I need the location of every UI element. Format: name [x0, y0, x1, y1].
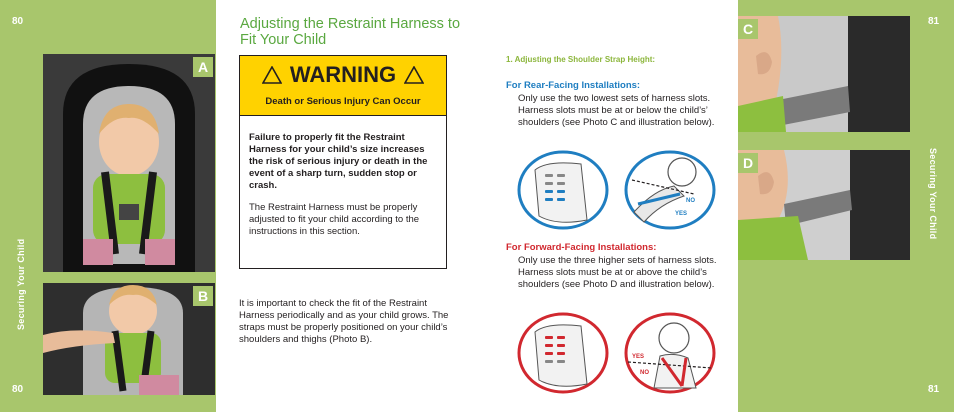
forward-facing-heading: For Forward-Facing Installations:: [506, 242, 657, 253]
photo-a-child-in-seat: [43, 54, 215, 272]
page-number-right-top: 81: [928, 16, 940, 27]
photo-b-harness-check: [43, 283, 215, 395]
photo-a-label: A: [193, 57, 213, 77]
forward-no-label: NO: [640, 370, 649, 376]
warning-title: WARNING: [289, 62, 397, 87]
section-title: Adjusting the Restraint Harness to Fit Your Child: [240, 16, 461, 48]
forward-shoulder-diagram: [624, 312, 716, 394]
warning-bold-text: Failure to properly fit the Restraint Harness for your child’s size increases the risk of serious injury or death in the event of a sharp turn, sudden stop or crash.: [249, 132, 428, 191]
warning-triangle-icon: [404, 66, 424, 84]
warning-subtitle: Death or Serious Injury Can Occur: [265, 96, 421, 107]
step-title: 1. Adjusting the Shoulder Strap Height:: [506, 55, 656, 64]
photo-c-label: C: [738, 19, 758, 39]
forward-facing-text: Only use the three higher sets of harness slots. Harness slots must be at or above the child’s shoulders (see Photo D and illustration below).: [518, 255, 717, 290]
fit-check-paragraph: It is important to check the fit of the Restraint Harness periodically and as your child grows. The straps must be properly positioned on your child’s shoulders and thighs (Photo B).: [239, 298, 449, 345]
rear-facing-heading: For Rear-Facing Installations:: [506, 80, 641, 91]
photo-d-label: D: [738, 153, 758, 173]
photo-b-label: B: [193, 286, 213, 306]
photo-c-rear-strap-height: [738, 16, 910, 132]
page-number-right-bottom: 81: [928, 384, 940, 395]
warning-box: [239, 55, 447, 269]
forward-slots-diagram: [517, 312, 609, 394]
warning-header: [240, 56, 446, 116]
side-label-right: Securing Your Child: [928, 148, 938, 240]
rear-facing-text: Only use the two lowest sets of harness slots. Harness slots must be at or below the child’s’ shoulders (see Photo C and illustration below).: [518, 93, 715, 128]
rear-slots-diagram: [517, 150, 609, 230]
rear-yes-label: YES: [675, 211, 688, 217]
rear-shoulder-diagram: [624, 150, 716, 230]
side-label-left: Securing Your Child: [16, 238, 26, 330]
rear-no-label: NO: [686, 198, 695, 204]
page-number-left-bottom: 80: [12, 384, 24, 395]
page-number-left-top: 80: [12, 16, 24, 27]
warning-triangle-icon: [262, 66, 282, 84]
forward-yes-label: YES: [632, 354, 645, 360]
warning-body-text: The Restraint Harness must be properly adjusted to fit your child according to the instructions in this section.: [249, 202, 420, 237]
photo-d-forward-strap-height: [738, 150, 910, 260]
